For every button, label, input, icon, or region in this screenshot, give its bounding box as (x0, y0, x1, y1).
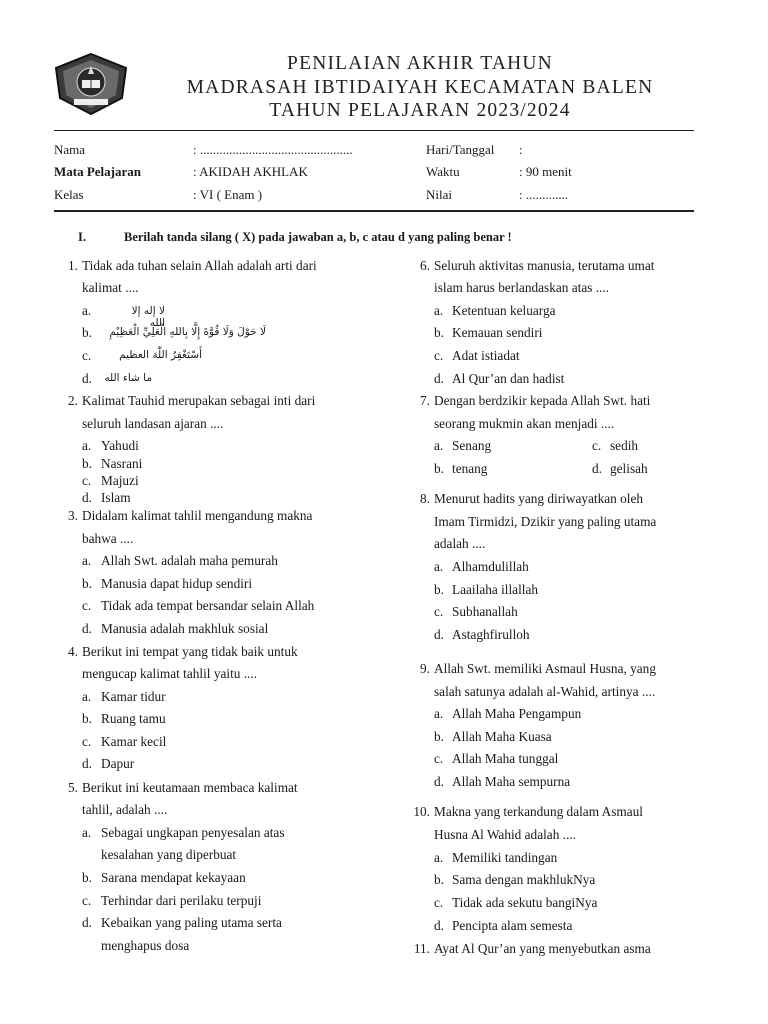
option-letter: b. (434, 729, 444, 744)
option-letter: a. (82, 825, 92, 840)
option-text: Kamar kecil (101, 734, 167, 749)
option-text: Laailaha illallah (452, 582, 539, 597)
ministry-logo (52, 52, 130, 116)
waktu-value: : 90 menit (519, 164, 572, 179)
section-instruction: Berilah tanda silang ( X) pada jawaban a, b, c atau d yang paling benar ! (124, 230, 512, 244)
question-number: 8. (420, 491, 430, 506)
option-letter: b. (434, 872, 444, 887)
option-text: menghapus dosa (101, 938, 190, 953)
option-d-arabic: ما شاء الله (104, 372, 152, 384)
option-text: Subhanallah (452, 604, 518, 619)
option-letter: a. (82, 438, 92, 453)
option-letter: d. (82, 621, 92, 636)
question-text: Allah Swt. memiliki Asmaul Husna, yang (434, 661, 656, 676)
mapel-label: Mata Pelajaran (54, 164, 142, 179)
option-text: Pencipta alam semesta (452, 918, 573, 933)
option-text: Sarana mendapat kekayaan (101, 870, 246, 885)
option-letter: a. (82, 689, 92, 704)
option-text: Yahudi (101, 438, 139, 453)
option-letter: d. (434, 774, 444, 789)
option-text: Ruang tamu (101, 711, 166, 726)
option-letter: d. (82, 371, 92, 386)
option-text: gelisah (610, 461, 648, 476)
option-letter: c. (82, 734, 92, 749)
question-text: Imam Tirmidzi, Dzikir yang paling utama (434, 514, 657, 529)
option-text: Kamar tidur (101, 689, 166, 704)
option-letter: d. (434, 627, 444, 642)
question-text: Didalam kalimat tahlil mengandung makna (82, 508, 313, 523)
nilai-value: : ............. (519, 187, 569, 202)
hari-label: Hari/Tanggal (426, 142, 495, 157)
mapel-value: : AKIDAH AKHLAK (193, 164, 308, 179)
option-text: Dapur (101, 756, 135, 771)
question-text: Kalimat Tauhid merupakan sebagai inti dari (82, 393, 316, 408)
option-text: Kebaikan yang paling utama serta (101, 915, 282, 930)
option-c-arabic: أَسْتَغْفِرُ اللّٰهَ العظيم (119, 349, 202, 361)
question-number: 9. (420, 661, 430, 676)
question-number: 1. (68, 258, 78, 273)
option-letter: c. (82, 893, 92, 908)
question-number: 11. (413, 941, 430, 956)
option-letter: c. (434, 348, 444, 363)
question-number: 3. (68, 508, 78, 523)
option-letter: d. (434, 918, 444, 933)
option-letter: c. (434, 604, 444, 619)
option-text: Sama dengan makhlukNya (452, 872, 596, 887)
hari-value: : (519, 142, 523, 157)
question-text: islam harus berlandaskan atas .... (434, 280, 610, 295)
exam-title: PENILAIAN AKHIR TAHUN (287, 53, 553, 74)
question-text: salah satunya adalah al-Wahid, artinya .... (434, 684, 656, 699)
option-letter: b. (434, 461, 444, 476)
question-number: 4. (68, 644, 78, 659)
option-letter: a. (434, 559, 444, 574)
nilai-label: Nilai (426, 187, 452, 202)
option-text: Islam (101, 490, 131, 505)
option-text: tenang (452, 461, 488, 476)
option-letter: c. (592, 438, 602, 453)
question-number: 10. (413, 804, 430, 819)
option-letter: d. (82, 915, 92, 930)
option-text: Tidak ada sekutu bangiNya (452, 895, 598, 910)
question-text: seorang mukmin akan menjadi .... (434, 416, 615, 431)
option-letter: c. (434, 895, 444, 910)
option-letter: b. (82, 456, 92, 471)
option-letter: b. (82, 870, 92, 885)
option-text: Manusia dapat hidup sendiri (101, 576, 253, 591)
option-text: Kemauan sendiri (452, 325, 543, 340)
question-number: 7. (420, 393, 430, 408)
option-letter: c. (82, 348, 92, 363)
question-text: mengucap kalimat tahlil yaitu .... (82, 666, 258, 681)
waktu-label: Waktu (426, 164, 460, 179)
option-letter: a. (434, 438, 444, 453)
option-b-arabic: لَا حَوْلَ وَلَا قُوَّةَ إِلَّا بِاللهِ الْعَلِيِّ الْعَظِيْمِ (109, 326, 266, 338)
nama-label: Nama (54, 142, 86, 157)
option-text: Allah Maha Kuasa (452, 729, 552, 744)
option-text: Adat istiadat (452, 348, 520, 363)
question-text: Makna yang terkandung dalam Asmaul (434, 804, 644, 819)
option-text: Allah Maha Pengampun (452, 706, 582, 721)
option-text: Allah Swt. adalah maha pemurah (101, 553, 278, 568)
question-text: Dengan berdzikir kepada Allah Swt. hati (434, 393, 651, 408)
question-text: Seluruh aktivitas manusia, terutama umat (434, 258, 655, 273)
option-letter: b. (434, 325, 444, 340)
option-letter: a. (434, 303, 444, 318)
question-text: Husna Al Wahid adalah .... (434, 827, 576, 842)
question-number: 2. (68, 393, 78, 408)
option-a-arabic: لا إله إلا الله (131, 305, 165, 329)
kelas-label: Kelas (54, 187, 84, 202)
question-text: bahwa .... (82, 531, 134, 546)
school-name: MADRASAH IBTIDAIYAH KECAMATAN BALEN (186, 77, 654, 98)
option-letter: a. (82, 303, 92, 318)
option-text: Tidak ada tempat bersandar selain Allah (101, 598, 315, 613)
option-letter: a. (82, 553, 92, 568)
question-text: Ayat Al Qur’an yang menyebutkan asma (434, 941, 651, 956)
option-text: Astaghfirulloh (452, 627, 530, 642)
option-letter: c. (82, 473, 92, 488)
question-number: 6. (420, 258, 430, 273)
option-text: sedih (610, 438, 639, 453)
option-text: Memiliki tandingan (452, 850, 558, 865)
option-text: Alhamdulillah (452, 559, 529, 574)
option-letter: c. (434, 751, 444, 766)
option-text: Majuzi (101, 473, 139, 488)
option-letter: a. (434, 850, 444, 865)
question-text: Tidak ada tuhan selain Allah adalah arti dari (82, 258, 317, 273)
question-number: 5. (68, 780, 78, 795)
option-text: Manusia adalah makhluk sosial (101, 621, 269, 636)
info-divider (54, 210, 694, 212)
option-letter: d. (82, 490, 92, 505)
question-text: seluruh landasan ajaran .... (82, 416, 224, 431)
option-letter: b. (82, 325, 92, 340)
question-text: Berikut ini keutamaan membaca kalimat (82, 780, 298, 795)
option-text: Terhindar dari perilaku terpuji (101, 893, 262, 908)
option-text: Allah Maha sempurna (452, 774, 571, 789)
option-letter: b. (82, 576, 92, 591)
question-text: adalah .... (434, 536, 486, 551)
question-text: kalimat .... (82, 280, 139, 295)
option-letter: d. (82, 756, 92, 771)
option-letter: b. (82, 711, 92, 726)
option-letter: d. (434, 371, 444, 386)
option-text: Senang (452, 438, 492, 453)
option-letter: a. (434, 706, 444, 721)
option-text: Nasrani (101, 456, 143, 471)
option-text: Sebagai ungkapan penyesalan atas (101, 825, 285, 840)
question-text: Menurut hadits yang diriwayatkan oleh (434, 491, 644, 506)
nama-value: : ............................................... (193, 142, 353, 157)
option-letter: b. (434, 582, 444, 597)
academic-year: TAHUN PELAJARAN 2023/2024 (269, 100, 571, 121)
kelas-value: : VI ( Enam ) (193, 187, 263, 202)
section-number: I. (78, 230, 86, 244)
option-text: Ketentuan keluarga (452, 303, 556, 318)
option-text: Al Qur’an dan hadist (452, 371, 565, 386)
option-letter: d. (592, 461, 602, 476)
option-text: Allah Maha tunggal (452, 751, 559, 766)
option-text: kesalahan yang diperbuat (101, 847, 237, 862)
question-text: Berikut ini tempat yang tidak baik untuk (82, 644, 298, 659)
header-divider (54, 130, 694, 131)
option-letter: c. (82, 598, 92, 613)
question-text: tahlil, adalah .... (82, 802, 168, 817)
